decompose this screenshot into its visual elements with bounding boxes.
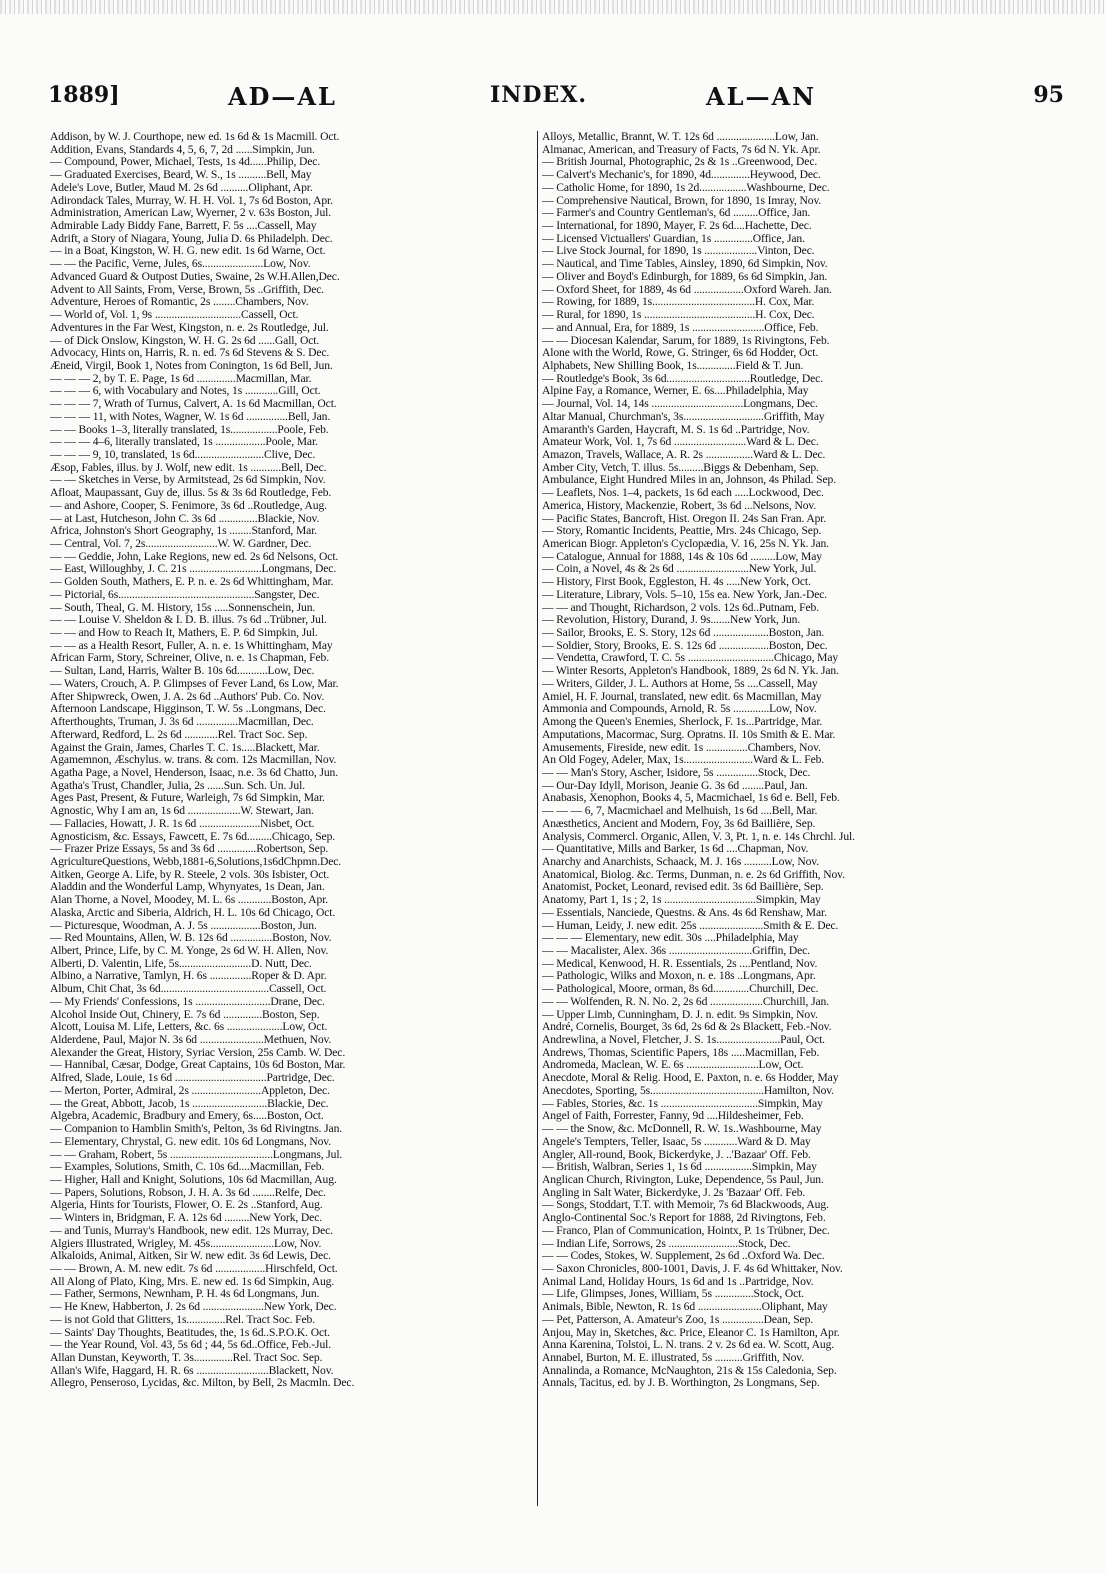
index-entry: — the Great, Abbott, Jacob, 1s ...........................Blackie, Dec. bbox=[50, 1097, 329, 1110]
index-entry: — — Codes, Stokes, W. Supplement, 2s 6d ..Oxford Wa. Dec. bbox=[542, 1250, 825, 1263]
index-entry: Alloys, Metallic, Brannt, W. T. 12s 6d .....................Low, Jan. bbox=[542, 131, 819, 143]
index-entry: — Rowing, for 1889, 1s.....................................H. Cox, Mar. bbox=[542, 296, 815, 309]
index-entry: Amusements, Fireside, new edit. 1s ...............Chambers, Nov. bbox=[542, 741, 821, 754]
index-entry: Anna Karenina, Tolstoi, L. N. trans. 2 v. 2s 6d ea. W. Scott, Aug. bbox=[542, 1339, 835, 1352]
index-entry: Afterthoughts, Truman, J. 3s 6d ...............Macmillan, Dec. bbox=[50, 716, 314, 729]
index-entry: — Waters, Crouch, A. P. Glimpses of Fever Land, 6s Low, Mar. bbox=[50, 677, 339, 690]
index-entry: Amazon, Travels, Wallace, A. R. 2s .................Ward & L. Dec. bbox=[542, 448, 826, 461]
column-divider bbox=[537, 131, 538, 1506]
index-entry: Andromeda, Maclean, W. E. 6s ..........................Low, Oct. bbox=[542, 1059, 804, 1072]
index-entry: — and Ashore, Cooper, S. Fenimore, 3s 6d ..Routledge, Aug. bbox=[50, 499, 327, 512]
index-column-right bbox=[542, 131, 1032, 1390]
index-entry: — Pathologic, Wilks and Moxon, n. e. 18s ..Longmans, Apr. bbox=[542, 970, 816, 983]
index-entry: — Papers, Solutions, Robson, J. H. A. 3s 6d ........Relfe, Dec. bbox=[50, 1186, 326, 1199]
index-entry: Allan's Wife, Haggard, H. R. 6s ..........................Blackett, Nov. bbox=[50, 1364, 334, 1377]
header-left-range: AD—AL bbox=[228, 82, 337, 111]
index-entry: — Oxford Sheet, for 1889, 4s 6d ..................Oxford Wareh. Jan. bbox=[542, 283, 832, 296]
index-entry: Alaska, Arctic and Siberia, Aldrich, H. L. 10s 6d Chicago, Oct. bbox=[50, 906, 336, 919]
index-entry: — — Graham, Robert, 5s .....................................Longmans, Jul. bbox=[50, 1148, 343, 1161]
index-entry: — Elementary, Chrystal, G. new edit. 10s 6d Longmans, Nov. bbox=[50, 1135, 332, 1148]
index-entry: — South, Theal, G. M. History, 15s .....Sonnenschein, Jun. bbox=[50, 601, 316, 614]
index-entry: Alderdene, Paul, Major N. 3s 6d .......................Methuen, Nov. bbox=[50, 1034, 332, 1047]
index-entry: — Farmer's and Country Gentleman's, 6d .........Office, Jan. bbox=[542, 207, 811, 220]
index-entry: — Frazer Prize Essays, 5s and 3s 6d ..............Robertson, Sep. bbox=[50, 843, 329, 856]
page-header bbox=[48, 82, 1064, 112]
index-entry: Angler, All-round, Book, Bickerdyke, J. ..'Bazaar' Off. Feb. bbox=[542, 1148, 811, 1161]
index-entry: Africa, Johnston's Short Geography, 1s ........Stanford, Mar. bbox=[50, 525, 318, 538]
index-entry: — — — 6, with Vocabulary and Notes, 1s ............Gill, Oct. bbox=[50, 385, 321, 398]
index-entry: American Biogr. Appleton's Cyclopædia, V. 16, 25s N. Yk. Jan. bbox=[542, 538, 829, 550]
index-entry: Anjou, May in, Sketches, &c. Price, Eleanor C. 1s Hamilton, Apr. bbox=[542, 1326, 840, 1339]
index-entry: — Revolution, History, Durand, J. 9s.......New York, Jun. bbox=[542, 614, 801, 627]
index-entry: Aitken, George A. Life, by R. Steele, 2 vols. 30s Isbister, Oct. bbox=[50, 868, 330, 881]
index-entry: Annalinda, a Romance, McNaughton, 21s & 15s Caledonia, Sep. bbox=[542, 1364, 837, 1377]
index-entry: — and Annual, Era, for 1889, 1s ..........................Office, Feb. bbox=[542, 321, 819, 334]
index-entry: — East, Willoughby, J. C. 21s ..........................Longmans, Dec. bbox=[50, 563, 337, 576]
index-entry: Aladdin and the Wonderful Lamp, Whynyates, 1s Dean, Jan. bbox=[50, 881, 325, 894]
index-entry: — — Diocesan Kalendar, Sarum, for 1889, 1s Rivingtons, Feb. bbox=[542, 334, 830, 347]
index-entry: — Leaflets, Nos. 1–4, packets, 1s 6d each .....Lockwood, Dec. bbox=[542, 487, 824, 500]
index-entry: — — — Elementary, new edit. 30s ....Philadelphia, May bbox=[542, 932, 799, 945]
index-entry: Anatomical, Biolog. &c. Terms, Dunman, n. e. 2s 6d Griffith, Nov. bbox=[542, 868, 845, 881]
index-entry: After Shipwreck, Owen, J. A. 2s 6d ..Authors' Pub. Co. Nov. bbox=[50, 690, 325, 703]
index-entry: — in a Boat, Kingston, W. H. G. new edit. 1s 6d Warne, Oct. bbox=[50, 245, 326, 258]
index-entry: — Catholic Home, for 1890, 1s 2d.................Washbourne, Dec. bbox=[542, 181, 830, 194]
index-entry: — Rural, for 1890, 1s ........................................H. Cox, Dec. bbox=[542, 309, 815, 322]
index-entry: Algeria, Hints for Tourists, Flower, O. E. 2s ..Stanford, Aug. bbox=[50, 1199, 323, 1212]
index-entry: Altar Manual, Churchman's, 3s.............................Griffith, May bbox=[542, 410, 825, 423]
index-entry: — Oliver and Boyd's Edinburgh, for 1889, 6s 6d Simpkin, Jan. bbox=[542, 270, 828, 283]
index-entry: Ammonia and Compounds, Arnold, R. 5s .............Low, Nov. bbox=[542, 703, 817, 716]
index-entry: — Pet, Patterson, A. Amateur's Zoo, 1s ...............Dean, Sep. bbox=[542, 1313, 814, 1326]
index-entry: Advocacy, Hints on, Harris, R. n. ed. 7s 6d Stevens & S. Dec. bbox=[50, 347, 330, 360]
index-entry: — Upper Limb, Cunningham, D. J. n. edit. 9s Simpkin, Nov. bbox=[542, 1008, 818, 1021]
index-entry: — Licensed Victuallers' Guardian, 1s ..............Office, Jan. bbox=[542, 232, 805, 245]
header-title: INDEX. bbox=[490, 82, 587, 108]
index-entry: — Vendetta, Crawford, T. C. 5s ...............................Chicago, May bbox=[542, 652, 839, 665]
index-entry: Anecdotes, Sporting, 5s.........................................Hamilton, Nov. bbox=[542, 1084, 834, 1097]
index-entry: Algebra, Academic, Bradbury and Emery, 6s.....Boston, Oct. bbox=[50, 1110, 324, 1123]
header-right-range: AL—AN bbox=[706, 82, 817, 111]
index-entry: — — — 11, with Notes, Wagner, W. 1s 6d ...............Bell, Jan. bbox=[50, 410, 331, 423]
index-entry: African Farm, Story, Schreiner, Olive, n. e. 1s Chapman, Feb. bbox=[50, 652, 329, 665]
index-entry: — Pacific States, Bancroft, Hist. Oregon II. 24s San Fran. Apr. bbox=[542, 512, 827, 525]
index-entry: — Pictorial, 6s.................................................Sangster, Dec. bbox=[50, 588, 320, 601]
index-entry: Anabasis, Xenophon, Books 4, 5, Macmichael, 1s 6d e. Bell, Feb. bbox=[542, 792, 840, 805]
index-entry: Addition, Evans, Standards 4, 5, 6, 7, 2d ......Simpkin, Jun. bbox=[50, 143, 315, 156]
index-entry: America, History, Mackenzie, Robert, 3s 6d ...Nelsons, Nov. bbox=[542, 499, 817, 512]
index-entry: — Indian Life, Sorrows, 2s .........................Stock, Dec. bbox=[542, 1237, 791, 1250]
index-entry: — History, First Book, Eggleston, H. 4s .....New York, Oct. bbox=[542, 576, 811, 589]
index-entry: — World of, Vol. 1, 9s ...............................Cassell, Oct. bbox=[50, 309, 299, 322]
index-entry: — and Tunis, Murray's Handbook, new edit. 12s Murray, Dec. bbox=[50, 1224, 333, 1237]
index-entry: — Sultan, Land, Harris, Walter B. 10s 6d...........Low, Dec. bbox=[50, 665, 315, 678]
index-entry: — — Louise V. Sheldon & I. D. B. illus. 7s 6d ..Trübner, Jul. bbox=[50, 614, 327, 627]
index-entry: — — — 4–6, literally translated, 1s ..................Poole, Mar. bbox=[50, 436, 318, 449]
index-entry: — — — 7, Wrath of Turnus, Calvert, A. 1s 6d Macmillan, Oct. bbox=[50, 398, 337, 411]
index-entry: — of Dick Onslow, Kingston, W. H. G. 2s 6d ......Gall, Oct. bbox=[50, 334, 320, 347]
index-entry: Adirondack Tales, Murray, W. H. H. Vol. 1, 7s 6d Boston, Apr. bbox=[50, 194, 333, 207]
index-entry: André, Cornelis, Bourget, 3s 6d, 2s 6d & 2s Blackett, Feb.-Nov. bbox=[542, 1021, 832, 1034]
index-entry: — is not Gold that Glitters, 1s..............Rel. Tract Soc. Feb. bbox=[50, 1313, 315, 1326]
index-entry: Album, Chit Chat, 3s 6d.......................................Cassell, Oct. bbox=[50, 983, 327, 996]
index-entry: — Essentials, Nanciede, Questns. & Ans. 4s 6d Renshaw, Mar. bbox=[542, 906, 827, 919]
index-entry: AgricultureQuestions, Webb,1881-6,Solutions,1s6dChpmn.Dec. bbox=[50, 855, 342, 868]
index-entry: Æneid, Virgil, Book 1, Notes from Conington, 1s 6d Bell, Jun. bbox=[50, 359, 333, 372]
index-entry: — Soldier, Story, Brooks, E. S. 12s 6d ..................Boston, Dec. bbox=[542, 639, 828, 652]
index-entry: Algiers Illustrated, Wrigley, M. 45s.......................Low, Nov. bbox=[50, 1237, 322, 1250]
index-entry: — He Knew, Habberton, J. 2s 6d ......................New York, Dec. bbox=[50, 1301, 337, 1314]
index-entry: — Life, Glimpses, Jones, William, 5s ..............Stock, Oct. bbox=[542, 1288, 805, 1301]
index-entry: Against the Grain, James, Charles T. C. 1s.....Blackett, Mar. bbox=[50, 741, 320, 754]
index-entry: — Literature, Library, Vols. 5–10, 15s ea. New York, Jan.-Dec. bbox=[542, 588, 828, 601]
index-entry: Animals, Bible, Newton, R. 1s 6d .......................Oliphant, May bbox=[542, 1301, 828, 1314]
index-entry: — Red Mountains, Allen, W. B. 12s 6d ...............Boston, Nov. bbox=[50, 932, 332, 945]
index-entry: Advent to All Saints, From, Verse, Brown, 5s ..Griffith, Dec. bbox=[50, 283, 325, 296]
index-entry: Allegro, Penseroso, Lycidas, &c. Milton, by Bell, 2s Macmln. Dec. bbox=[50, 1377, 355, 1390]
header-year: 1889] bbox=[48, 82, 120, 108]
index-entry: — Fallacies, Howatt, J. R. 1s 6d ......................Nisbet, Oct. bbox=[50, 817, 315, 830]
index-entry: Alcott, Louisa M. Life, Letters, &c. 6s ....................Low, Oct. bbox=[50, 1021, 328, 1034]
index-entry: Agnosticism, &c. Essays, Fawcett, E. 7s 6d.........Chicago, Sep. bbox=[50, 830, 336, 843]
index-entry: — Hannibal, Cæsar, Dodge, Great Captains, 10s 6d Boston, Mar. bbox=[50, 1059, 346, 1072]
index-entry: Andrewlina, a Novel, Fletcher, J. S. 1s.......................Paul, Oct. bbox=[542, 1034, 825, 1047]
index-entry: — — the Snow, &c. McDonnell, R. W. 1s..Washbourne, May bbox=[542, 1123, 822, 1136]
index-entry: An Old Fogey, Adeler, Max, 1s.........................Ward & L. Feb. bbox=[542, 754, 825, 767]
index-entry: Anatomist, Pocket, Leonard, revised edit. 3s 6d Baillière, Sep. bbox=[542, 881, 824, 894]
index-entry: — Coin, a Novel, 4s & 2s 6d ..........................New York, Jul. bbox=[542, 563, 817, 576]
index-entry: — Saxon Chronicles, 800-1001, Davis, J. F. 4s 6d Whittaker, Nov. bbox=[542, 1262, 843, 1275]
index-entry: — — Geddie, John, Lake Regions, new ed. 2s 6d Nelsons, Oct. bbox=[50, 550, 339, 563]
index-entry: — Story, Romantic Incidents, Peattie, Mrs. 24s Chicago, Sep. bbox=[542, 525, 822, 538]
index-entry: — — — 2, by T. E. Page, 1s 6d ..............Macmillan, Mar. bbox=[50, 372, 312, 385]
index-entry: Admirable Lady Biddy Fane, Barrett, F. 5s ....Cassell, May bbox=[50, 220, 317, 233]
index-entry: Anæsthetics, Ancient and Modern, Foy, 3s 6d Baillière, Sep. bbox=[542, 817, 816, 830]
index-entry: — Nautical, and Time Tables, Ainsley, 1890, 6d Simpkin, Nov. bbox=[542, 258, 828, 271]
index-entry: Agamemnon, Æschylus. w. trans. & com. 12s Macmillan, Nov. bbox=[50, 754, 337, 767]
index-entry: Allan Dunstan, Keyworth, T. 3s..............Rel. Tract Soc. Sep. bbox=[50, 1352, 323, 1364]
index-entry: Amaranth's Garden, Haycraft, M. S. 1s 6d ..Partridge, Nov. bbox=[542, 423, 810, 436]
index-entry: Amputations, Macormac, Surg. Opratns. II. 10s Smith & E. Mar. bbox=[542, 728, 836, 741]
index-entry: Agnostic, Why I am an, 1s 6d ...................W. Stewart, Jan. bbox=[50, 805, 314, 818]
index-entry: — — — 9, 10, translated, 1s 6d.........................Clive, Dec. bbox=[50, 448, 316, 461]
index-entry: Adele's Love, Butler, Maud M. 2s 6d ..........Oliphant, Apr. bbox=[50, 181, 313, 194]
index-entry: — British, Walbran, Series 1, 1s 6d .................Simpkin, May bbox=[542, 1161, 817, 1174]
index-entry: Andrews, Thomas, Scientific Papers, 18s .....Macmillan, Feb. bbox=[542, 1046, 820, 1059]
index-entry: — British Journal, Photographic, 2s & 1s ..Greenwood, Dec. bbox=[542, 156, 818, 169]
index-entry: Addison, by W. J. Courthope, new ed. 1s 6d & 1s Macmill. Oct. bbox=[50, 131, 340, 143]
index-entry: Anatomy, Part 1, 1s ; 2, 1s .................................Simpkin, May bbox=[542, 894, 821, 907]
index-entry: Anglican Church, Rivington, Luke, Dependence, 5s Paul, Jun. bbox=[542, 1173, 824, 1186]
index-entry: — Examples, Solutions, Smith, C. 10s 6d....Macmillan, Feb. bbox=[50, 1161, 325, 1174]
index-entry: Angling in Salt Water, Bickerdyke, J. 2s 'Bazaar' Off. Feb. bbox=[542, 1186, 806, 1199]
index-entry: — Father, Sermons, Newnham, P. H. 4s 6d Longmans, Jun. bbox=[50, 1288, 320, 1301]
index-entry: Afloat, Maupassant, Guy de, illus. 5s & 3s 6d Routledge, Feb. bbox=[50, 487, 332, 500]
index-entry: — — Man's Story, Ascher, Isidore, 5s ...............Stock, Dec. bbox=[542, 766, 811, 779]
page-number: 95 bbox=[1033, 82, 1064, 108]
index-entry: Annabel, Burton, M. E. illustrated, 5s ..........Griffith, Nov. bbox=[542, 1352, 804, 1364]
index-entry: — Quantitative, Mills and Barker, 1s 6d ....Chapman, Nov. bbox=[542, 843, 809, 856]
index-entry: Alone with the World, Rowe, G. Stringer, 6s 6d Hodder, Oct. bbox=[542, 347, 819, 360]
index-entry: — Sailor, Brooks, E. S. Story, 12s 6d ....................Boston, Jan. bbox=[542, 627, 825, 640]
index-entry: Alfred, Slade, Louie, 1s 6d .................................Partridge, Dec. bbox=[50, 1072, 335, 1085]
index-entry: — at Last, Hutcheson, John C. 3s 6d ..............Blackie, Nov. bbox=[50, 512, 320, 525]
index-entry: Animal Land, Holiday Hours, 1s 6d and 1s ..Partridge, Nov. bbox=[542, 1275, 814, 1288]
index-entry: — Picturesque, Woodman, A. J. 5s ..................Boston, Jun. bbox=[50, 919, 317, 932]
index-entry: Alcohol Inside Out, Chinery, E. 7s 6d ..............Boston, Sep. bbox=[50, 1008, 320, 1021]
index-entry: — Routledge's Book, 3s 6d..............................Routledge, Dec. bbox=[542, 372, 823, 385]
index-entry: — — Books 1–3, literally translated, 1s.................Poole, Feb. bbox=[50, 423, 329, 436]
index-entry: Amber City, Vetch, T. illus. 5s.........Biggs & Debenham, Sep. bbox=[542, 461, 819, 474]
index-entry: Albino, a Narrative, Tamlyn, H. 6s ...............Roper & D. Apr. bbox=[50, 970, 327, 983]
index-entry: All Along of Plato, King, Mrs. E. new ed. 1s 6d Simpkin, Aug. bbox=[50, 1275, 335, 1288]
index-entry: — Winter Resorts, Appleton's Handbook, 1889, 2s 6d N. Yk. Jan. bbox=[542, 665, 839, 678]
index-entry: — — and Thought, Richardson, 2 vols. 12s 6d..Putnam, Feb. bbox=[542, 601, 819, 614]
index-entry: — Writers, Gilder, J. L. Authors at Home, 5s ....Cassell, May bbox=[542, 677, 818, 690]
index-entry: — — the Pacific, Verne, Jules, 6s......................Low, Nov. bbox=[50, 258, 311, 271]
index-entry: — Saints' Day Thoughts, Beatitudes, the, 1s 6d..S.P.O.K. Oct. bbox=[50, 1326, 330, 1339]
index-entry: Alpine Fay, a Romance, Werner, E. 6s....Philadelphia, May bbox=[542, 385, 809, 398]
index-entry: — Calvert's Mechanic's, for 1890, 4d..............Heywood, Dec. bbox=[542, 169, 821, 182]
index-entry: — Fables, Stories, &c. 1s ...................................Simpkin, May bbox=[542, 1097, 823, 1110]
index-entry: Ages Past, Present, & Future, Warleigh, 7s 6d Simpkin, Mar. bbox=[50, 792, 325, 805]
index-entry: — the Year Round, Vol. 43, 5s 6d ; 44, 5s 6d..Office, Feb.-Jul. bbox=[50, 1339, 331, 1352]
index-entry: — — Sketches in Verse, by Armitstead, 2s 6d Simpkin, Nov. bbox=[50, 474, 326, 487]
index-entry: Adventures in the Far West, Kingston, n. e. 2s Routledge, Jul. bbox=[50, 321, 329, 334]
index-entry: — Comprehensive Nautical, Brown, for 1890, 1s Imray, Nov. bbox=[542, 194, 822, 207]
index-entry: — — as a Health Resort, Fuller, A. n. e. 1s Whittingham, May bbox=[50, 639, 333, 652]
index-entry: — Human, Leidy, J. new edit. 25s .......................Smith & E. Dec. bbox=[542, 919, 839, 932]
index-entry: Annals, Tacitus, ed. by J. B. Worthington, 2s Longmans, Sep. bbox=[542, 1377, 820, 1390]
index-entry: Angel of Faith, Forrester, Fanny, 9d ....Hildesheimer, Feb. bbox=[542, 1110, 804, 1123]
index-entry: — Our-Day Idyll, Morison, Jeanie G. 3s 6d ........Paul, Jan. bbox=[542, 779, 808, 792]
index-entry: Administration, American Law, Wyerner, 2 v. 63s Boston, Jul. bbox=[50, 207, 332, 220]
index-entry: — International, for 1890, Mayer, F. 2s 6d....Hachette, Dec. bbox=[542, 220, 812, 233]
index-entry: — Live Stock Journal, for 1890, 1s ...................Vinton, Dec. bbox=[542, 245, 815, 258]
index-entry: Angele's Tempters, Teller, Isaac, 5s ............Ward & D. May bbox=[542, 1135, 811, 1148]
index-entry: — Winters in, Bridgman, F. A. 12s 6d .........New York, Dec. bbox=[50, 1212, 323, 1225]
index-entry: — Franco, Plan of Communication, Hointx, P. 1s Trübner, Dec. bbox=[542, 1224, 830, 1237]
index-entry: — — Macalister, Alex. 36s ..............................Griffin, Dec. bbox=[542, 945, 810, 957]
index-entry: Alphabets, New Shilling Book, 1s..............Field & T. Jun. bbox=[542, 359, 804, 372]
index-entry: — Journal, Vol. 14, 14s .................................Longmans, Dec. bbox=[542, 398, 818, 411]
index-entry: Among the Queen's Enemies, Sherlock, F. 1s...Partridge, Mar. bbox=[542, 716, 823, 729]
index-entry: Albert, Prince, Life, by C. M. Yonge, 2s 6d W. H. Allen, Nov. bbox=[50, 945, 329, 957]
index-entry: — Songs, Stoddart, T.T. with Memoir, 7s 6d Blackwoods, Aug. bbox=[542, 1199, 829, 1212]
index-entry: Alberti, D. Valentin, Life, 5s..........................D. Nutt, Dec. bbox=[50, 957, 312, 970]
index-entry: Agatha's Trust, Chandler, Julia, 2s ......Sun. Sch. Un. Jul. bbox=[50, 779, 305, 792]
index-entry: Almanac, American, and Treasury of Facts, 7s 6d N. Yk. Apr. bbox=[542, 143, 821, 156]
index-entry: — Catalogue, Annual for 1888, 14s & 10s 6d .........Low, May bbox=[542, 550, 822, 563]
index-entry: — Higher, Hall and Knight, Solutions, 10s 6d Macmillan, Aug. bbox=[50, 1173, 337, 1186]
index-entry: Amiel, H. F. Journal, translated, new edit. 6s Macmillan, May bbox=[542, 690, 822, 703]
index-entry: Anarchy and Anarchists, Schaack, M. J. 16s ..........Low, Nov. bbox=[542, 855, 819, 868]
index-entry: — Compound, Power, Michael, Tests, 1s 4d......Philip, Dec. bbox=[50, 156, 321, 169]
index-entry: Alan Thorne, a Novel, Moodey, M. L. 6s ............Boston, Apr. bbox=[50, 894, 329, 907]
scan-noise-strip bbox=[0, 0, 1107, 14]
index-entry: — Medical, Kenwood, H. R. Essentials, 2s ....Pentland, Nov. bbox=[542, 957, 818, 970]
index-entry: Æsop, Fables, illus. by J. Wolf, new edit. 1s ...........Bell, Dec. bbox=[50, 461, 327, 474]
index-entry: Adrift, a Story of Niagara, Young, Julia D. 6s Philadelph. Dec. bbox=[50, 232, 333, 245]
index-entry: — Central, Vol. 7, 2s..........................W. W. Gardner, Dec. bbox=[50, 538, 312, 550]
index-entry: — Golden South, Mathers, E. P. n. e. 2s 6d Whittingham, Mar. bbox=[50, 576, 334, 589]
index-entry: Adventure, Heroes of Romantic, 2s ........Chambers, Nov. bbox=[50, 296, 309, 309]
index-entry: — — Wolfenden, R. N. No. 2, 2s 6d ...................Churchill, Jan. bbox=[542, 995, 829, 1008]
index-entry: Afterward, Redford, L. 2s 6d ............Rel. Tract Soc. Sep. bbox=[50, 728, 308, 741]
index-entry: Alkaloids, Animal, Aitken, Sir W. new edit. 3s 6d Lewis, Dec. bbox=[50, 1250, 331, 1263]
index-entry: — Merton, Porter, Admiral, 2s .........................Appleton, Dec. bbox=[50, 1084, 330, 1097]
index-entry: — — Brown, A. M. new edit. 7s 6d ..................Hirschfeld, Oct. bbox=[50, 1262, 338, 1275]
index-entry: Anecdote, Moral & Relig. Hood, E. Paxton, n. e. 6s Hodder, May bbox=[542, 1072, 839, 1085]
index-entry: Amateur Work, Vol. 1, 7s 6d ..........................Ward & L. Dec. bbox=[542, 436, 819, 449]
index-entry: — — and How to Reach It, Mathers, E. P. 6d Simpkin, Jul. bbox=[50, 627, 318, 640]
index-entry: Anglo-Continental Soc.'s Report for 1888, 2d Rivingtons, Feb. bbox=[542, 1212, 826, 1225]
index-entry: Agatha Page, a Novel, Henderson, Isaac, n.e. 3s 6d Chatto, Jun. bbox=[50, 766, 339, 779]
index-entry: Afternoon Landscape, Higginson, T. W. 5s ..Longmans, Dec. bbox=[50, 703, 326, 716]
index-entry: Analysis, Commercl. Organic, Allen, V. 3, Pt. 1, n. e. 14s Chrchl. Jul. bbox=[542, 830, 855, 843]
index-entry: — — — 6, 7, Macmichael and Melhuish, 1s 6d ....Bell, Mar. bbox=[542, 805, 818, 818]
index-entry: Advanced Guard & Outpost Duties, Swaine, 2s W.H.Allen,Dec. bbox=[50, 270, 340, 283]
index-entry: Alexander the Great, History, Syriac Version, 25s Camb. W. Dec. bbox=[50, 1046, 346, 1059]
index-entry: — Graduated Exercises, Beard, W. S., 1s ..........Bell, May bbox=[50, 169, 312, 182]
index-entry: Ambulance, Eight Hundred Miles in an, Johnson, 4s Philad. Sep. bbox=[542, 474, 836, 487]
index-entry: — Pathological, Moore, orman, 8s 6d.............Churchill, Dec. bbox=[542, 983, 819, 996]
index-column-left bbox=[50, 131, 540, 1390]
index-entry: — Companion to Hamblin Smith's, Pelton, 3s 6d Rivingtns. Jan. bbox=[50, 1123, 343, 1136]
index-entry: — My Friends' Confessions, 1s ...........................Drane, Dec. bbox=[50, 995, 325, 1008]
